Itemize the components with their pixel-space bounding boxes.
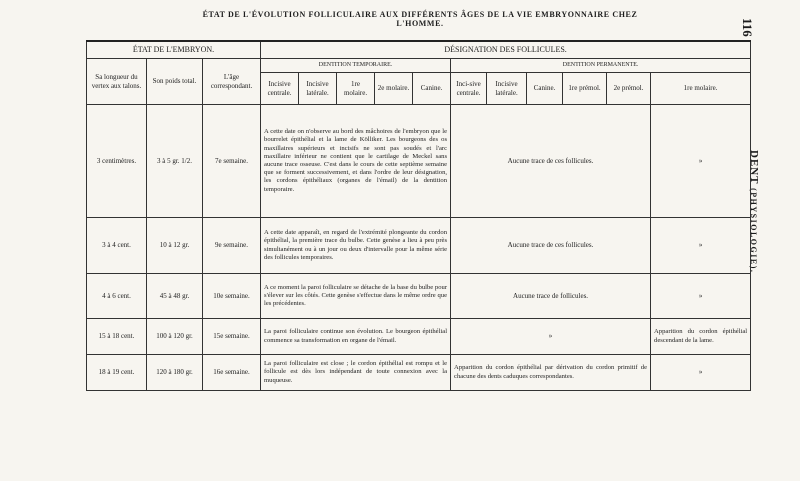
table-row [87, 218, 751, 274]
cell-age: 7e semaine. [203, 105, 261, 218]
cell-length: 3 centimètres. [87, 105, 147, 218]
col-weight-header: Son poids total. [147, 59, 203, 105]
table-row [87, 274, 751, 319]
cell-temp-description: La paroi folliculaire continue son évolution. Le bourgeon épithélial commence sa transformation en organe de l'émail. [261, 319, 451, 355]
cell-perm-description: » [451, 319, 651, 355]
col-length-header: Sa longueur du vertex aux talons. [87, 59, 147, 105]
cell-length: 3 à 4 cent. [87, 218, 147, 274]
cell-perm-description: Aucune trace de ces follicules. [451, 218, 651, 274]
perm-col-header: 2e prémol. [607, 73, 651, 105]
cell-temp-description: La paroi folliculaire est close ; le cordon épithélial est rompu et le follicule est dès lors indépendant de toute connexion avec la muqueuse. [261, 355, 451, 391]
temp-col-header: Incisive latérale. [299, 73, 337, 105]
perm-col-header: 1re molaire. [651, 73, 751, 105]
cell-first-molar: » [651, 218, 751, 274]
cell-weight: 120 à 180 gr. [147, 355, 203, 391]
cell-temp-description: A cette date on n'observe au bord des mâchoires de l'embryon que le bourrelet épithélial et la lame de Kölliker. Les bourgeons des os maxillaires supérieurs et incisifs ne sont pas soudés et l'arc maxillaire inférieur ne contient que le cartilage de Meckel sans aucune trace osseuse. C'est dans le cours de cette septième semaine que se forment successivement, et dans l'ordre de leur désignation, les cordons épithéliaux (organes de l'émail) de la dentition temporaire. [261, 105, 451, 218]
side-label-main: DENT [748, 150, 760, 185]
group-follicles-header: DÉSIGNATION DES FOLLICULES. [261, 41, 751, 59]
cell-length: 18 à 19 cent. [87, 355, 147, 391]
cell-weight: 3 à 5 gr. 1/2. [147, 105, 203, 218]
page-title: ÉTAT DE L'ÉVOLUTION FOLLICULAIRE AUX DIFFÉRENTS ÂGES DE LA VIE EMBRYONNAIRE CHEZ L'HOMME. [202, 10, 638, 28]
perm-dentition-header: DENTITION PERMANENTE. [451, 59, 751, 73]
temp-col-header: Incisive centrale. [261, 73, 299, 105]
cell-age: 16e semaine. [203, 355, 261, 391]
follicle-table [86, 40, 751, 391]
cell-age: 15e semaine. [203, 319, 261, 355]
header-row-dentition [87, 59, 751, 73]
cell-weight: 45 à 48 gr. [147, 274, 203, 319]
cell-length: 4 à 6 cent. [87, 274, 147, 319]
temp-col-header: 2e molaire. [375, 73, 413, 105]
cell-weight: 10 à 12 gr. [147, 218, 203, 274]
cell-first-molar: » [651, 355, 751, 391]
cell-length: 15 à 18 cent. [87, 319, 147, 355]
cell-weight: 100 à 120 gr. [147, 319, 203, 355]
header-row-groups [87, 41, 751, 59]
perm-col-header: Inci-sive centrale. [451, 73, 487, 105]
cell-temp-description: A ce moment la paroi folliculaire se détache de la base du bulbe pour s'élever sur les côtés. Cette genèse s'effectue dans le même ordre que les précédentes. [261, 274, 451, 319]
temp-col-header: Canine. [413, 73, 451, 105]
table-row [87, 105, 751, 218]
cell-perm-description: Aucune trace de follicules. [451, 274, 651, 319]
side-label-sub: (PHYSIOLOGIE). [749, 188, 758, 274]
cell-first-molar: » [651, 274, 751, 319]
cell-first-molar: » [651, 105, 751, 218]
cell-perm-description: Aucune trace de ces follicules. [451, 105, 651, 218]
cell-age: 10e semaine. [203, 274, 261, 319]
col-age-header: L'âge correspondant. [203, 59, 261, 105]
group-embryo-header: ÉTAT DE L'EMBRYON. [87, 41, 261, 59]
page-number: 116 [740, 18, 755, 37]
temp-col-header: 1re molaire. [337, 73, 375, 105]
table-row [87, 319, 751, 355]
table-row [87, 355, 751, 391]
cell-perm-description: Apparition du cordon épithélial par dérivation du cordon primitif de chacune des dents caduques correspondantes. [451, 355, 651, 391]
cell-temp-description: A cette date apparaît, en regard de l'extrémité plongeante du cordon épithélial, la première trace du bulbe. Cette genèse a lieu à peu près simultanément ou à un jour ou deux d'intervalle pour la même série des follicules temporaires. [261, 218, 451, 274]
perm-col-header: Incisive latérale. [487, 73, 527, 105]
perm-col-header: 1re prémol. [563, 73, 607, 105]
temp-dentition-header: DENTITION TEMPORAIRE. [261, 59, 451, 73]
perm-col-header: Canine. [527, 73, 563, 105]
cell-first-molar: Apparition du cordon épithélial descendant de la lame. [651, 319, 751, 355]
cell-age: 9e semaine. [203, 218, 261, 274]
